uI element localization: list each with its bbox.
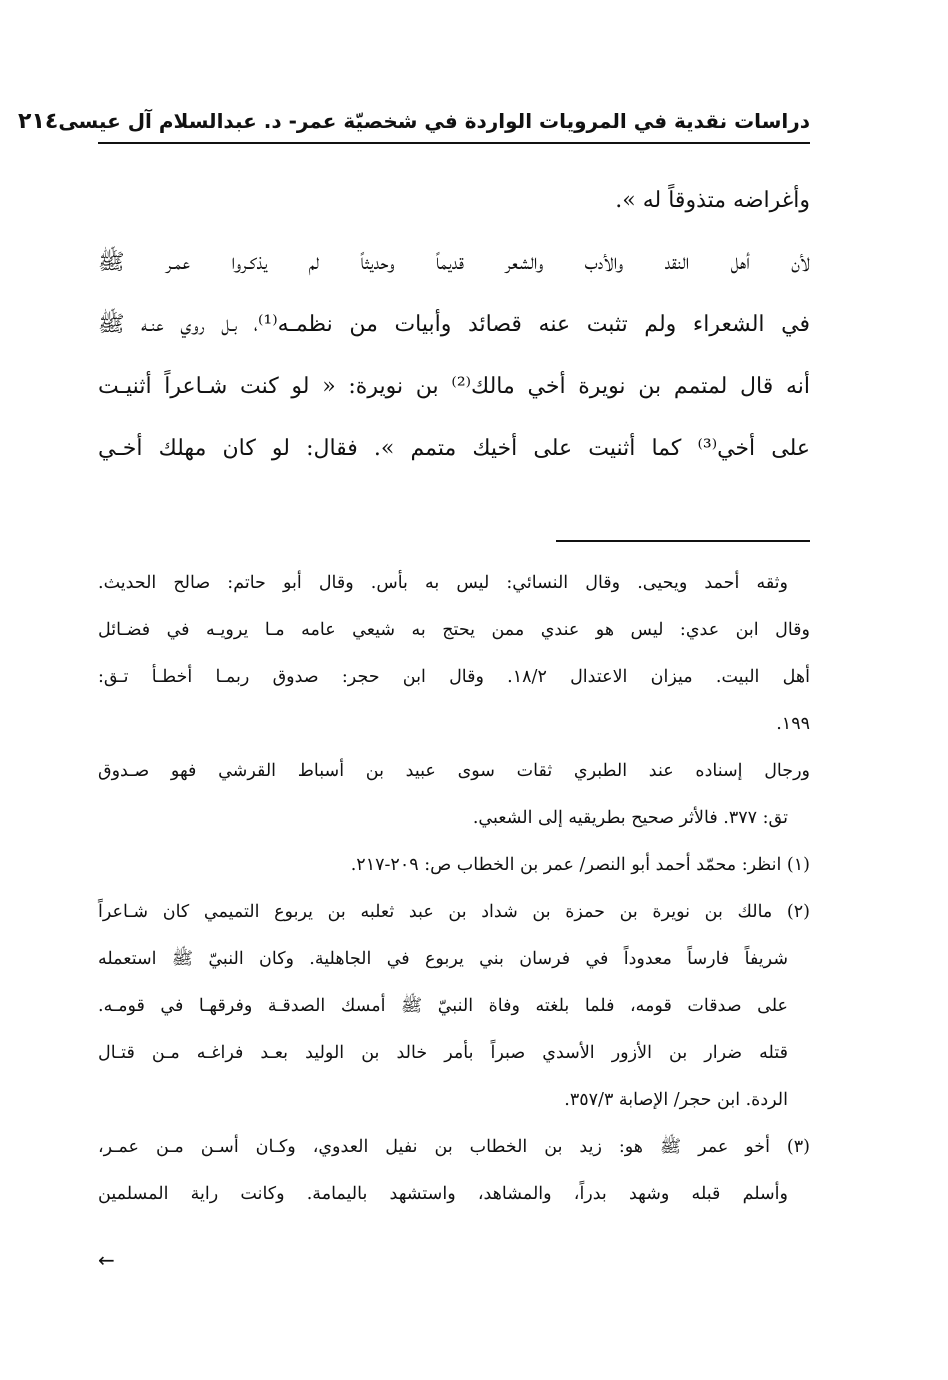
footnote-line: تق: ٣٧٧. فالأثر صحيح بطريقيه إلى الشعبي. [472,808,788,828]
body-line: على أخي⁽³⁾ كما أثنيت على أخيك متمم ». فقال: لو كان مهلك أخـي [98,436,810,461]
continuation-arrow-icon: ← [98,1248,115,1272]
footnote-line: وقال ابن عدي: ليس هو عندي ممن يحتج به شيعي عامه مـا يرويـه في فضـائل [98,620,810,640]
footnote-line: قتله ضرار بن الأزور الأسدي صبراً بأمر خالد بن الوليد بعـد فراغـه مـن قتـال [98,1043,788,1063]
footnote-separator [556,540,810,542]
footnote-1: (١) انظر: محمّد أحمد أبو النصر/ عمر بن الخطاب ص: ٢٠٩-٢١٧. [350,855,810,875]
footnote-line: ورجال إسناده عند الطبري ثقات سوى عبيد بن أسباط القرشي فهو صـدوق [98,761,810,781]
footnote-line: وثقه أحمد ويحيى. وقال النسائي: ليس به بأس. وقال أبو حاتم: صالح الحديث. [98,573,788,593]
body-line: أنه قال لمتمم بن نويرة أخي مالك⁽²⁾ بن نويرة: « لو كنت شـاعراً أثنيـت [98,374,810,399]
footnote-line: على صدقات قومه، فلما بلغته وفاة النبيّ ﷺ أمسك الصدقـة وفرقهـا في قومـه. [98,996,788,1016]
document-page [18,0,810,1380]
header-rule [98,142,810,144]
footnotes [98,560,810,1218]
body-line: وأغراضه متذوقاً له ». [615,188,810,213]
footnote-line: شريفاً فارساً معدوداً في فرسان بني يربوع في الجاهلية. وكان النبيّ ﷺ استعمله [98,949,788,969]
body-line: في الشعراء ولم تثبت عنه قصائد وأبيات من نظمـه⁽¹⁾، بـل روي عنـه ﷺ [98,312,810,337]
footnote-2: (٢) مالك بن نويرة بن حمزة بن شداد بن عبد ثعلبه بن يربوع التميمي كان شـاعراً [98,902,810,922]
footnote-line: ١٩٩. [776,714,810,734]
header-title: دراسات نقدية في المرويات الواردة في شخصيّة عمر- د. عبدالسلام آل عيسى [58,109,810,133]
main-text [98,176,810,486]
page-number: ٢١٤ [18,108,59,134]
body-line: لأن أهل النقد والأدب والشعر قديماً وحديثاً لم يذكـروا عمـر ﷺ [98,250,810,275]
footnote-line: أهل البيت. ميزان الاعتدال ١٨/٢. وقال ابن حجر: صدوق ربمـا أخطـأ تـق: [98,667,810,687]
footnote-3: (٣) أخو عمر ﷺ هو: زيد بن الخطاب بن نفيل العدوي، وكـان أسـن مـن عمـر، [98,1137,810,1157]
running-header [18,104,810,138]
footnote-line: وأسلم قبله وشهد بدراً، والمشاهد، واستشهد باليمامة. وكانت راية المسلمين [98,1184,788,1204]
footnote-line: الردة. ابن حجر/ الإصابة ٣٥٧/٣. [564,1090,788,1110]
